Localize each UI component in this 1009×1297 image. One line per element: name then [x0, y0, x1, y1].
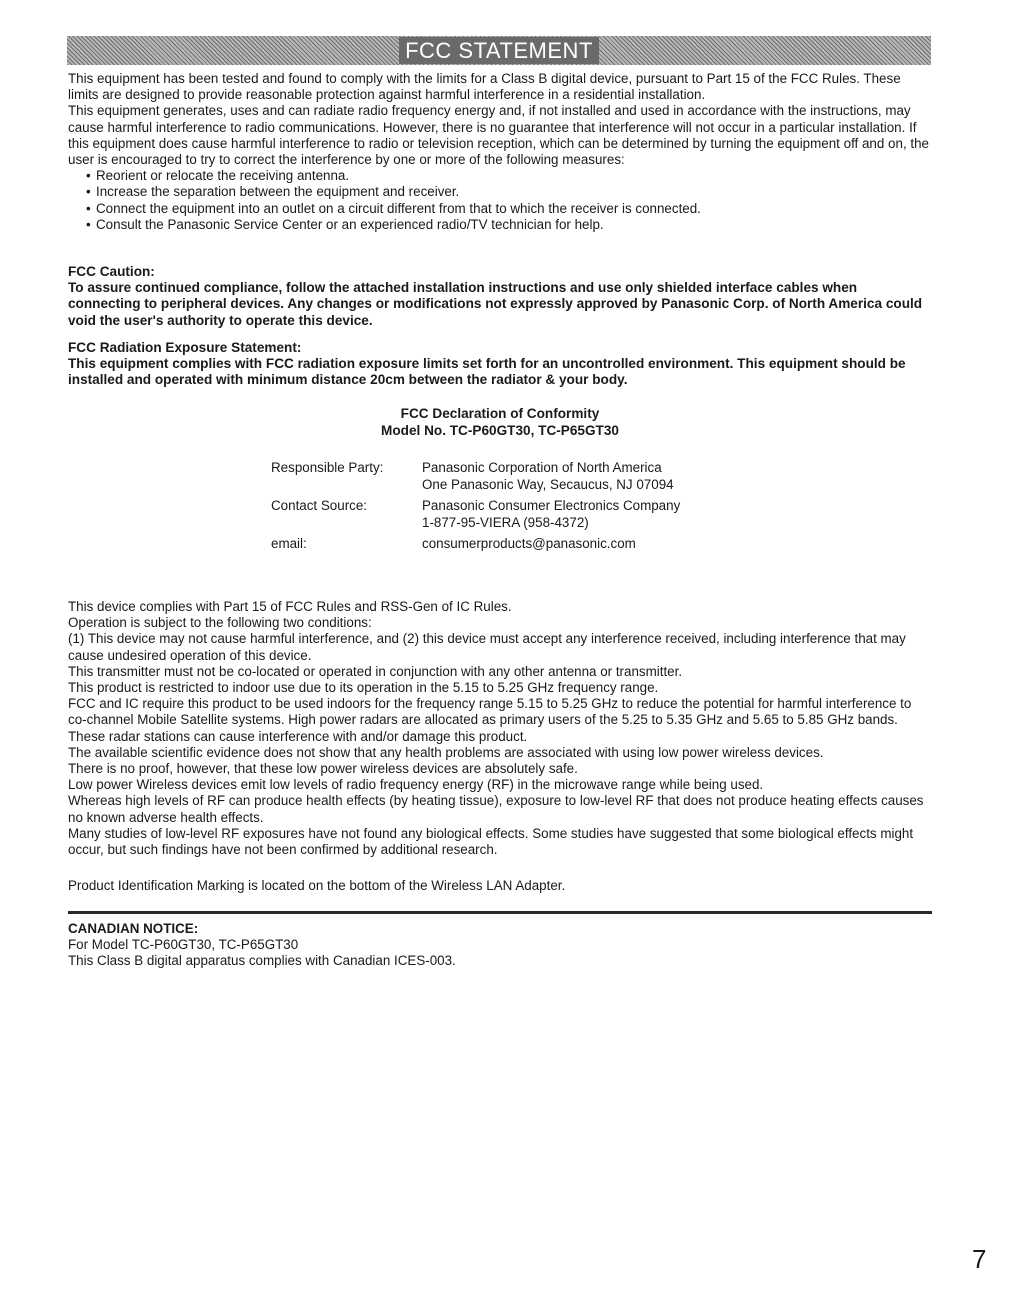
list-item: • Connect the equipment into an outlet on a circuit different from that to which the receiver is connected. — [86, 201, 932, 217]
rules-paragraph: Operation is subject to the following two conditions: — [68, 615, 372, 631]
rules-paragraph: Whereas high levels of RF can produce health effects (by heating tissue), exposure to low-level RF that does not produce heating effects causes no known adverse health effects. — [68, 793, 924, 825]
party-line: Panasonic Corporation of North America — [422, 460, 662, 475]
radiation-text: This equipment complies with FCC radiation exposure limits set forth for an uncontrolled environment. This equipment should be installed and operated with minimum distance 20cm between the radiator & your body. — [68, 356, 906, 388]
canadian-line: This Class B digital apparatus complies with Canadian ICES-003. — [68, 953, 456, 969]
list-item: • Reorient or relocate the receiving antenna. — [86, 168, 932, 184]
fcc-caution-section — [68, 264, 932, 329]
product-marking-note: Product Identification Marking is located on the bottom of the Wireless LAN Adapter. — [68, 878, 566, 893]
party-row — [271, 460, 680, 493]
list-item: • Increase the separation between the equipment and receiver. — [86, 184, 932, 200]
declaration-party-table — [271, 460, 680, 558]
party-line: One Panasonic Way, Secaucus, NJ 07094 — [422, 476, 674, 492]
party-email: consumerproducts@panasonic.com — [422, 536, 636, 551]
rules-paragraph: There is no proof, however, that these low power wireless devices are absolutely safe. — [68, 761, 578, 777]
radiation-section — [68, 340, 932, 389]
caution-heading: FCC Caution: — [68, 264, 155, 279]
page-number: 7 — [972, 1244, 987, 1274]
rules-paragraph: This transmitter must not be co-located or operated in conjunction with any other antenna or transmitter. — [68, 663, 683, 679]
rules-paragraph: This device complies with Part 15 of FCC Rules and RSS-Gen of IC Rules. — [68, 599, 512, 614]
rules-paragraph: This product is restricted to indoor use due to its operation in the 5.15 to 5.25 GHz frequency range. — [68, 680, 659, 696]
measures-list — [68, 168, 932, 233]
rules-paragraph: (1) This device may not cause harmful interference, and (2) this device must accept any interference received, including interference that may cause undesired operation of this device. — [68, 631, 906, 663]
party-value — [422, 460, 674, 493]
party-line: 1-877-95-VIERA (958-4372) — [422, 514, 589, 530]
list-item: • Consult the Panasonic Service Center or an experienced radio/TV technician for help. — [86, 217, 932, 233]
party-label: Responsible Party: — [271, 460, 384, 475]
party-value — [422, 536, 636, 553]
rules-paragraph: Low power Wireless devices emit low levels of radio frequency energy (RF) in the microwave range while being used. — [68, 777, 764, 793]
intro-section — [68, 71, 932, 233]
party-row — [271, 536, 680, 553]
party-label: Contact Source: — [271, 498, 368, 513]
rules-paragraph: FCC and IC require this product to be used indoors for the frequency range 5.15 to 5.25 GHz to reduce the potential for harmful interference to co-channel Mobile Satellite systems. High power radars are allocated as primary users of the 5.25 to 5.35 GHz and 5.65 to 5.85 GHz bands. These radar stations can cause interference with and/or damage this product. — [68, 696, 912, 744]
canadian-line: For Model TC-P60GT30, TC-P65GT30 — [68, 937, 299, 953]
canadian-heading: CANADIAN NOTICE: — [68, 921, 199, 936]
section-divider — [68, 911, 932, 914]
rules-paragraph: The available scientific evidence does not show that any health problems are associated with using low power wireless devices. — [68, 744, 824, 760]
intro-paragraph: This equipment generates, uses and can radiate radio frequency energy and, if not installed and used in accordance with the instructions, may cause harmful interference to radio communications. However, there is no guarantee that interference will not occur in a particular installation. If this equipment does cause harmful interference to radio or television reception, which can be determined by turning the equipment off and on, the user is encouraged to try to correct the interference by one or more of the following measures: — [68, 103, 929, 168]
party-label: email: — [271, 536, 307, 551]
rules-section — [68, 599, 932, 858]
canadian-notice-section — [68, 921, 932, 970]
party-row — [271, 498, 680, 531]
rules-paragraph: Many studies of low-level RF exposures have not found any biological effects. Some studies have suggested that some biological effects might occur, but such findings have not been confirmed by additional research. — [68, 825, 914, 858]
radiation-heading: FCC Radiation Exposure Statement: — [68, 340, 302, 355]
declaration-title: FCC Declaration of Conformity — [400, 406, 600, 421]
intro-paragraph: This equipment has been tested and found to comply with the limits for a Class B digital device, pursuant to Part 15 of the FCC Rules. These limits are designed to provide reasonable protection against harmful interference in a residential installation. — [68, 71, 901, 103]
fcc-statement-banner — [67, 36, 931, 65]
declaration-model: Model No. TC-P60GT30, TC-P65GT30 — [381, 423, 619, 438]
banner-title: FCC STATEMENT — [399, 37, 599, 64]
party-value — [422, 498, 680, 531]
caution-text: To assure continued compliance, follow the attached installation instructions and use only shielded interface cables when connecting to peripheral devices. Any changes or modifications not expressly approved by Panasonic Corp. of North America could void the user's authority to operate this device. — [68, 280, 923, 328]
party-line: Panasonic Consumer Electronics Company — [422, 498, 681, 513]
